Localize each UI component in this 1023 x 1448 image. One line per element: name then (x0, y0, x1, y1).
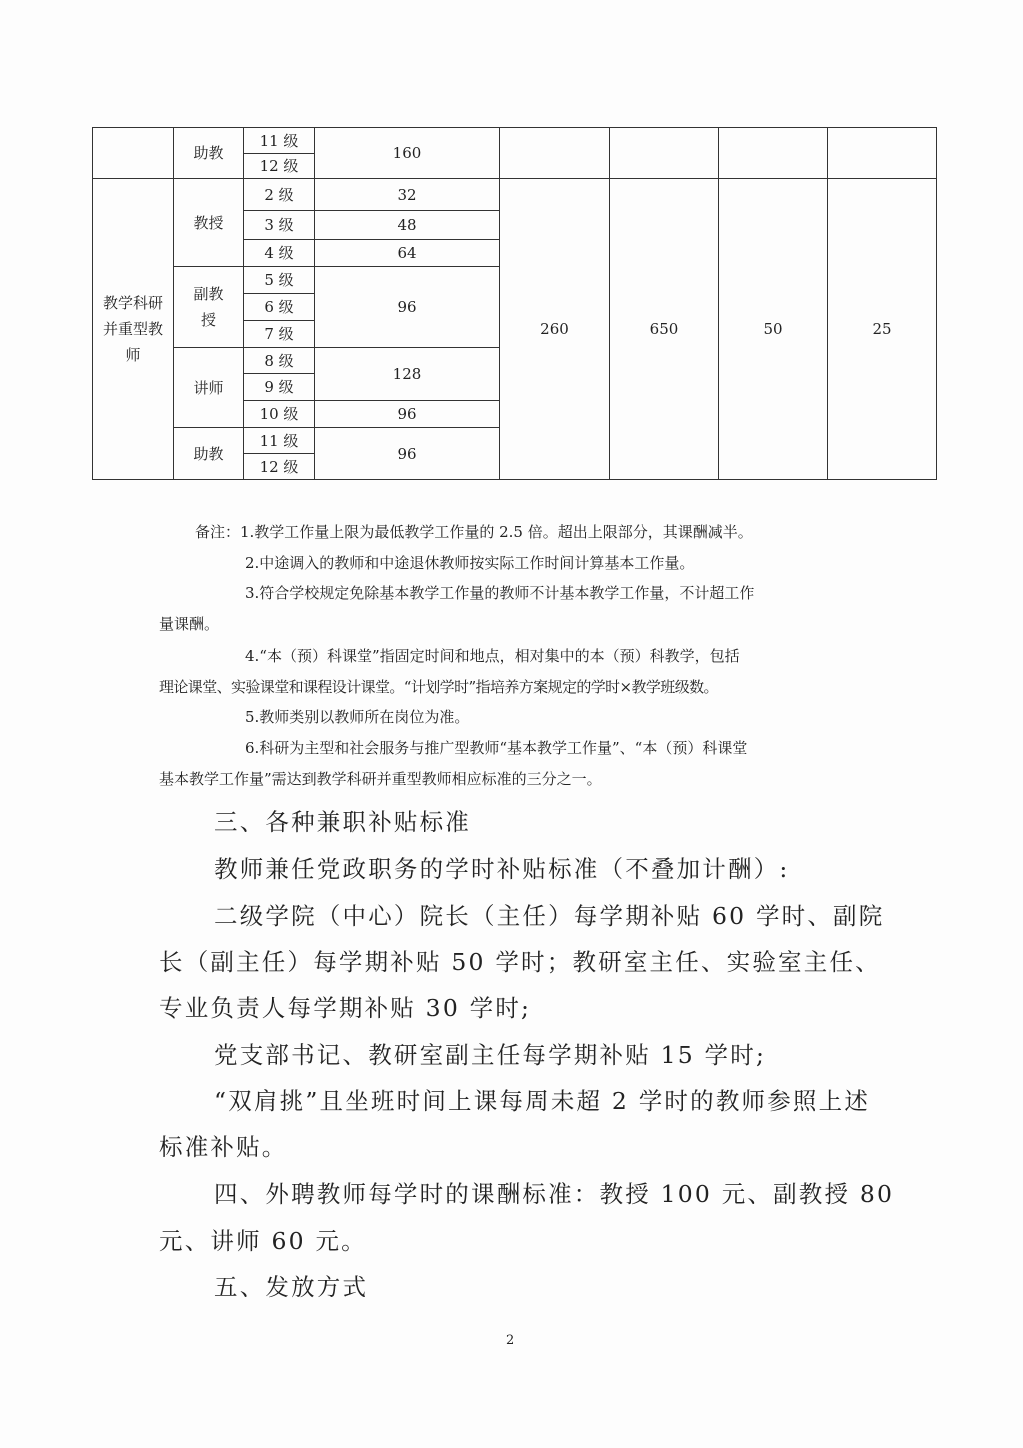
value-cell: 48 (315, 211, 500, 240)
value-cell: 50 (719, 179, 828, 480)
value-cell: 96 (315, 401, 500, 428)
rank-cell: 副教授 (174, 267, 244, 348)
level-cell: 4 级 (244, 240, 315, 267)
body-line: 标准补贴。 (159, 1133, 288, 1161)
level-cell: 9 级 (244, 374, 315, 401)
rank-cell: 讲师 (174, 348, 244, 428)
rank-cell: 助教 (174, 128, 244, 179)
value-cell: 32 (315, 179, 500, 211)
body-line: 元、讲师 60 元。 (159, 1227, 367, 1255)
rank-cell: 教授 (174, 179, 244, 267)
note-line: 基本教学工作量”需达到教学科研并重型教师相应标准的三分之一。 (159, 770, 602, 788)
value-cell: 96 (315, 428, 500, 480)
note-line: 3.符合学校规定免除基本教学工作量的教师不计基本教学工作量，不计超工作 (245, 584, 755, 602)
level-cell: 2 级 (244, 179, 315, 211)
empty-cell (93, 128, 174, 179)
level-cell: 11 级 (244, 128, 315, 154)
value-cell: 64 (315, 240, 500, 267)
value-cell: 96 (315, 267, 500, 348)
body-line: 专业负责人每学期补贴 30 学时; (159, 994, 532, 1022)
rank-cell: 助教 (174, 428, 244, 480)
page-number: 2 (506, 1333, 515, 1348)
level-cell: 3 级 (244, 211, 315, 240)
level-cell: 8 级 (244, 348, 315, 374)
value-cell: 260 (500, 179, 610, 480)
note-line: 量课酬。 (159, 615, 220, 633)
note-line: 备注：1.教学工作量上限为最低教学工作量的 2.5 倍。超出上限部分，其课酬减半。 (195, 523, 753, 541)
note-line: 理论课堂、实验课堂和课程设计课堂。“计划学时”指培养方案规定的学时×教学班级数。 (159, 678, 718, 696)
level-cell: 11 级 (244, 428, 315, 454)
body-line: “双肩挑”且坐班时间上课每周未超 2 学时的教师参照上述 (214, 1087, 871, 1115)
category-cell: 教学科研并重型教师 (93, 179, 174, 480)
level-cell: 12 级 (244, 454, 315, 480)
level-cell: 5 级 (244, 267, 315, 294)
section-heading: 三、各种兼职补贴标准 (214, 808, 471, 836)
body-line: 党支部书记、教研室副主任每学期补贴 15 学时; (214, 1041, 767, 1069)
level-cell: 7 级 (244, 321, 315, 348)
note-line: 6.科研为主型和社会服务与推广型教师“基本教学工作量”、“本（预）科课堂 (245, 739, 748, 757)
value-cell: 25 (828, 179, 937, 480)
workload-table (92, 127, 937, 480)
note-line: 2.中途调入的教师和中途退休教师按实际工作时间计算基本工作量。 (245, 554, 695, 572)
body-line: 长（副主任）每学期补贴 50 学时；教研室主任、实验室主任、 (159, 948, 881, 976)
note-line: 4.“本（预）科课堂”指固定时间和地点，相对集中的本（预）科教学，包括 (245, 647, 740, 665)
section-heading: 五、发放方式 (214, 1273, 369, 1301)
level-cell: 12 级 (244, 154, 315, 179)
value-cell: 650 (610, 179, 719, 480)
body-line: 二级学院（中心）院长（主任）每学期补贴 60 学时、副院 (214, 902, 885, 930)
value-cell: 160 (315, 128, 500, 179)
level-cell: 10 级 (244, 401, 315, 428)
level-cell: 6 级 (244, 294, 315, 321)
section-heading: 四、外聘教师每学时的课酬标准：教授 100 元、副教授 80 (214, 1180, 895, 1208)
note-line: 5.教师类别以教师所在岗位为准。 (245, 708, 470, 726)
body-line: 教师兼任党政职务的学时补贴标准（不叠加计酬）: (214, 855, 790, 883)
value-cell: 128 (315, 348, 500, 401)
